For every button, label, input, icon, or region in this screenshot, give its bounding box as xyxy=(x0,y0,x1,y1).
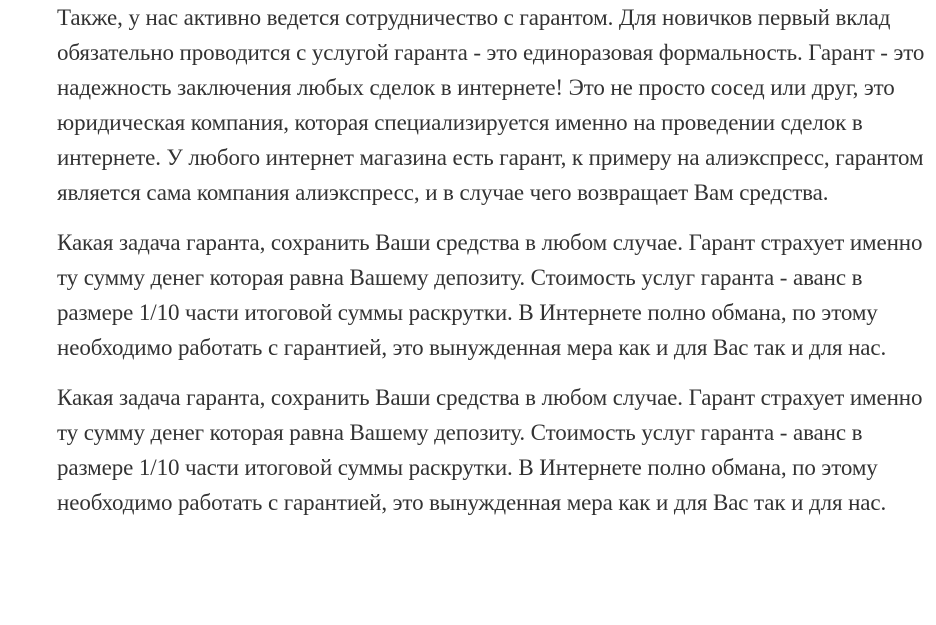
article-text-block xyxy=(57,0,925,520)
paragraph-guarantor-task: Какая задача гаранта, сохранить Ваши средства в любом случае. Гарант страхует именно ту сумму денег которая равна Вашему депозиту. Стоимость услуг гаранта - аванс в размере 1/10 части итоговой суммы раскрутки. В Интернете полно обмана, по этому необходимо работать с гарантией, это вынужденная мера как и для Вас так и для нас. xyxy=(57,230,923,360)
paragraph-guarantor-intro: Также, у нас активно ведется сотрудничество с гарантом. Для новичков первый вклад обязательно проводится с услугой гаранта - это единоразовая формальность. Гарант - это надежность заключения любых сделок в интернете! Это не просто сосед или друг, это юридическая компания, которая специализируется именно на проведении сделок в интернете. У любого интернет магазина есть гарант, к примеру на алиэкспресс, гарантом является сама компания алиэкспресс, и в случае чего возвращает Вам средства. xyxy=(57,5,925,205)
paragraph-guarantor-task-repeat: Какая задача гаранта, сохранить Ваши средства в любом случае. Гарант страхует именно ту сумму денег которая равна Вашему депозиту. Стоимость услуг гаранта - аванс в размере 1/10 части итоговой суммы раскрутки. В Интернете полно обмана, по этому необходимо работать с гарантией, это вынужденная мера как и для Вас так и для нас. xyxy=(57,385,923,515)
